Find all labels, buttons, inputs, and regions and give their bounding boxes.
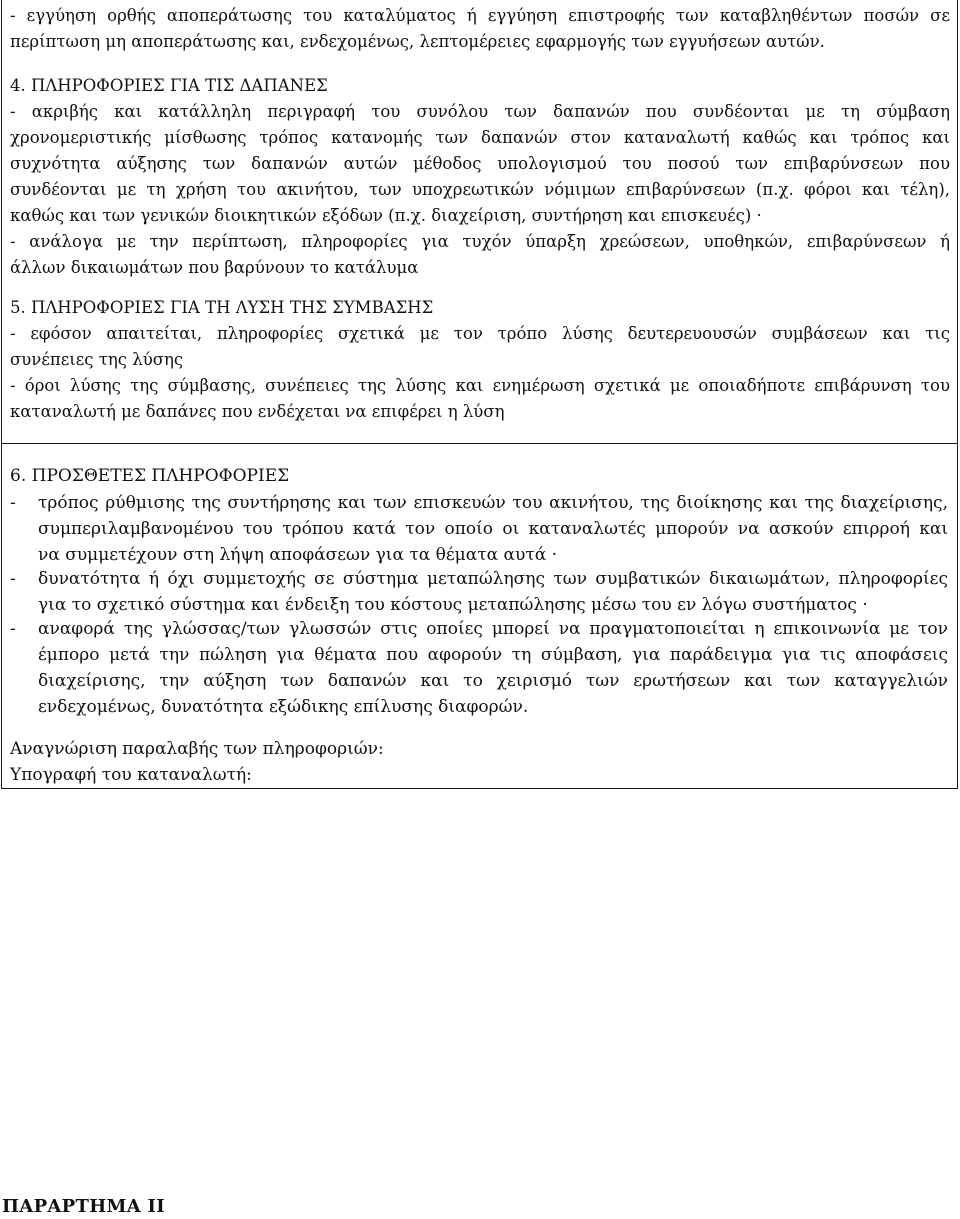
text-line: - ανάλογα με την περίπτωση, πληροφορίες για τυχόν ύπαρξη χρεώσεων, υποθηκών, επιβαρύνσεων ή xyxy=(10,232,950,251)
text-line: ενδεχομένως, δυνατότητα εξώδικης επίλυσης διαφορών. xyxy=(38,697,529,717)
guarantee-paragraph xyxy=(10,3,950,55)
section-4 xyxy=(10,73,950,281)
section-6-heading: 6. ΠΡΟΣΘΕΤΕΣ ΠΛΗΡΟΦΟΡΙΕΣ xyxy=(10,466,290,486)
text-line: - όροι λύσης της σύμβασης, συνέπειες της λύσης και ενημέρωση σχετικά με οποιαδήποτε επιβάρυνση του xyxy=(10,376,950,395)
receipt-label: Αναγνώριση παραλαβής των πληροφοριών: xyxy=(10,739,384,759)
text-line: έμπορο μετά την πώληση για θέματα που αφορούν τη σύμβαση, για παράδειγμα για τις αποφάσεις xyxy=(38,645,948,665)
text-line: - εφόσον απαιτείται, πληροφορίες σχετικά με τον τρόπο λύσης δευτερευουσών συμβάσεων και τις xyxy=(10,324,950,343)
section-5 xyxy=(10,295,950,425)
list-item xyxy=(10,566,948,618)
list-dash: - xyxy=(10,493,16,513)
signature-label: Υπογραφή του καταναλωτή: xyxy=(10,765,252,785)
text-line: καταναλωτή με δαπάνες που ενδέχεται να επιφέρει η λύση xyxy=(10,402,505,421)
text-line: για το σχετικό σύστημα και ένδειξη του κόστους μεταπώλησης μέσω του εν λόγω συστήματος · xyxy=(38,595,868,615)
text-line: - ακριβής και κατάλληλη περιγραφή του συνόλου των δαπανών που συνδέονται με τη σύμβαση xyxy=(10,102,950,121)
text-line: τρόπος ρύθμισης της συντήρησης και των επισκευών του ακινήτου, της διοίκησης και της διαχείρισης, xyxy=(38,493,948,513)
list-dash: - xyxy=(10,569,16,589)
text-line: συχνότητα αύξησης των δαπανών αυτών μέθοδος υπολογισμού του ποσού των επιβαρύνσεων που xyxy=(10,154,950,173)
text-line: καθώς και των γενικών διοικητικών εξόδων (π.χ. διαχείριση, συντήρηση και επισκευές) · xyxy=(10,206,762,225)
text-line: συνέπειες της λύσης xyxy=(10,350,184,369)
text-line: να συμμετέχουν στη λήψη αποφάσεων για τα θέματα αυτά · xyxy=(38,545,558,565)
text-line: συνδέονται με τη χρήση του ακινήτου, των υποχρεωτικών νόμιμων επιβαρύνσεων (π.χ. φόροι και τέλη), xyxy=(10,180,950,199)
section-divider xyxy=(1,443,958,444)
section-5-heading: 5. ΠΛΗΡΟΦΟΡΙΕΣ ΓΙΑ ΤΗ ΛΥΣΗ ΤΗΣ ΣΥΜΒΑΣΗΣ xyxy=(10,298,434,317)
text-line: χρονομεριστικής μίσθωσης τρόπος κατανομής των δαπανών στον καταναλωτή καθώς και τρόπος και xyxy=(10,128,950,147)
text-line: δυνατότητα ή όχι συμμετοχής σε σύστημα μεταπώλησης των συμβατικών δικαιωμάτων, πληροφορίες xyxy=(38,569,948,589)
text-line: αναφορά της γλώσσας/των γλωσσών στις οποίες μπορεί να πραγματοποιείται η επικοινωνία με τον xyxy=(38,619,948,639)
signature-block xyxy=(10,736,384,788)
text-line: περίπτωση μη αποπεράτωσης και, ενδεχομένως, λεπτομέρειες εφαρμογής των εγγυήσεων αυτών. xyxy=(10,32,825,51)
list-dash: - xyxy=(10,619,16,639)
text-line: συμπεριλαμβανομένου του τρόπου κατά τον οποίο οι καταναλωτές μπορούν να ασκούν επιρροή και xyxy=(38,519,948,539)
text-line: - εγγύηση ορθής αποπεράτωσης του καταλύματος ή εγγύηση επιστροφής των καταβληθέντων ποσών σε xyxy=(10,6,950,25)
list-item xyxy=(10,490,948,568)
list-item xyxy=(10,616,948,720)
text-line: άλλων δικαιωμάτων που βαρύνουν το κατάλυμα xyxy=(10,258,419,277)
section-4-heading: 4. ΠΛΗΡΟΦΟΡΙΕΣ ΓΙΑ ΤΙΣ ΔΑΠΑΝΕΣ xyxy=(10,76,328,95)
annex-title: ΠΑΡΑΡΤΗΜΑ ΙΙ xyxy=(2,1196,165,1217)
text-line: διαχείρισης, την αύξηση των δαπανών και το χειρισμό των ερωτήσεων και των καταγγελιών xyxy=(38,671,948,691)
